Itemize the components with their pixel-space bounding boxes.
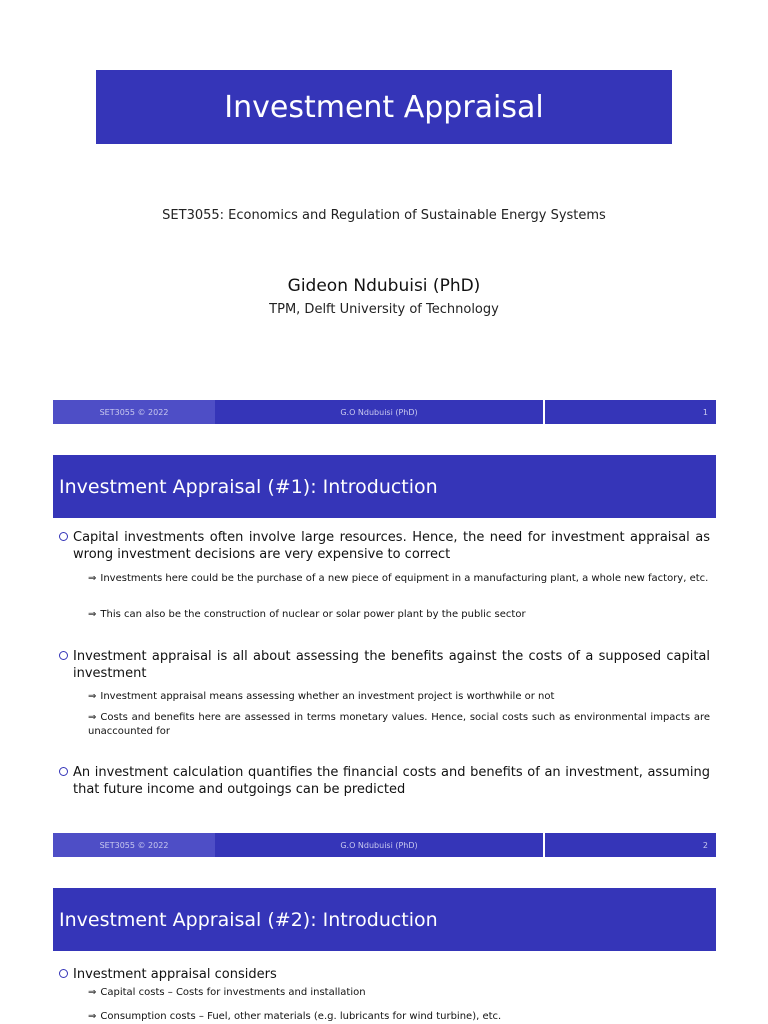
footer-course: SET3055 © 2022: [53, 400, 215, 424]
footer-page-number: 1: [545, 400, 716, 424]
bullet-item: [59, 648, 710, 682]
bullet-text: An investment calculation quantifies the financial costs and benefits of an investment, assuming that future income and outgoings can be predicted: [73, 765, 710, 797]
author-name: Gideon Ndubuisi (PhD): [287, 276, 481, 296]
sub-bullet-text: Consumption costs – Fuel, other materials (e.g. lubricants for wind turbine), etc.: [100, 1011, 502, 1022]
footer-author: G.O Ndubuisi (PhD): [215, 400, 543, 424]
bullet-text: Investment appraisal considers: [73, 967, 277, 982]
presentation-title: Investment Appraisal: [224, 89, 544, 125]
sub-bullet-text: Investment appraisal means assessing whether an investment project is worthwhile or not: [100, 691, 555, 702]
arrow-icon: ⇒: [88, 1011, 97, 1022]
footer-page-number: 2: [545, 833, 716, 857]
sub-bullet: [88, 711, 710, 739]
sub-bullet-text: This can also be the construction of nuclear or solar power plant by the public sector: [100, 609, 526, 620]
author-affiliation: TPM, Delft University of Technology: [269, 302, 499, 317]
bullet-text: Investment appraisal is all about assessing the benefits against the costs of a supposed capital investment: [73, 649, 710, 681]
sub-bullet-text: Investments here could be the purchase of a new piece of equipment in a manufacturing plant, a whole new factory, etc.: [100, 573, 709, 584]
bullet-circle-icon: [59, 969, 68, 978]
sub-bullet-text: Costs and benefits here are assessed in terms monetary values. Hence, social costs such as environmental impacts are unaccounted for: [88, 712, 710, 737]
arrow-icon: ⇒: [88, 609, 97, 620]
sub-bullet: [88, 986, 710, 1000]
slide-footer-2: [53, 833, 716, 857]
bullet-item: [59, 966, 710, 983]
slide-footer-1: [53, 400, 716, 424]
footer-course: SET3055 © 2022: [53, 833, 215, 857]
footer-author: G.O Ndubuisi (PhD): [215, 833, 543, 857]
slide-header-1: [53, 455, 716, 518]
arrow-icon: ⇒: [88, 691, 97, 702]
bullet-item: [59, 529, 710, 563]
slide-title: Investment Appraisal (#1): Introduction: [59, 475, 438, 498]
sub-bullet: [88, 1010, 710, 1024]
arrow-icon: ⇒: [88, 712, 97, 723]
bullet-circle-icon: [59, 767, 68, 776]
sub-bullet: [88, 572, 710, 586]
bullet-item: [59, 764, 710, 798]
slide-header-2: [53, 888, 716, 951]
bullet-circle-icon: [59, 651, 68, 660]
slide-title: Investment Appraisal (#2): Introduction: [59, 908, 438, 931]
title-banner: [96, 70, 672, 144]
bullet-text: Capital investments often involve large resources. Hence, the need for investment appraisal as wrong investment decisions are very expensive to correct: [73, 530, 710, 562]
arrow-icon: ⇒: [88, 987, 97, 998]
course-subtitle: SET3055: Economics and Regulation of Sustainable Energy Systems: [162, 208, 606, 223]
bullet-circle-icon: [59, 532, 68, 541]
sub-bullet-text: Capital costs – Costs for investments and installation: [100, 987, 366, 998]
arrow-icon: ⇒: [88, 573, 97, 584]
sub-bullet: [88, 690, 710, 704]
sub-bullet: [88, 608, 710, 622]
